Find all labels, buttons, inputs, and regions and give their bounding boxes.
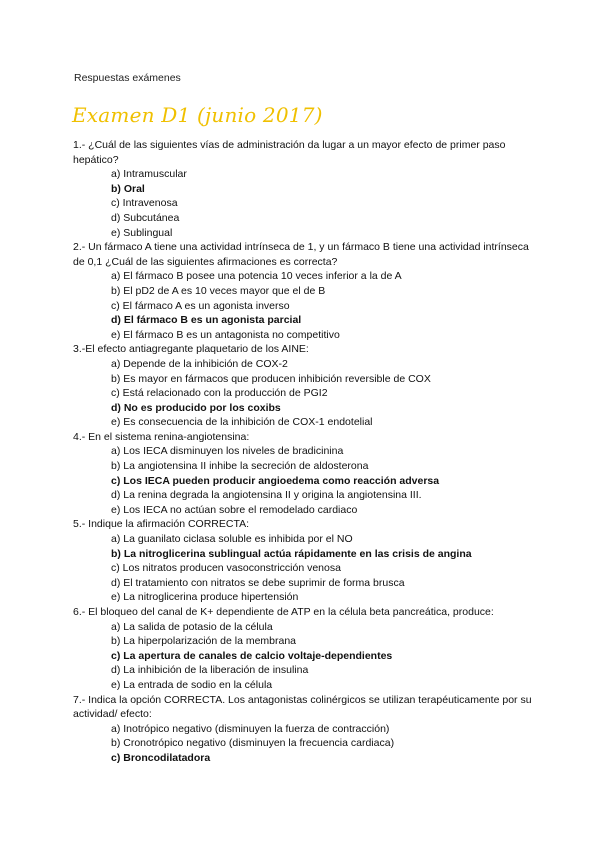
answer-option-correct: b) La nitroglicerina sublingual actúa rápidamente en las crisis de angina bbox=[111, 547, 472, 560]
answer-option: b) La hiperpolarización de la membrana bbox=[111, 635, 297, 648]
answer-option-correct: c) Los IECA pueden producir angioedema como reacción adversa bbox=[111, 474, 440, 487]
answer-options bbox=[73, 167, 543, 240]
question-text: 5.- Indique la afirmación CORRECTA: bbox=[73, 518, 250, 531]
answer-option: d) La inhibición de la liberación de insulina bbox=[111, 664, 309, 677]
answer-options bbox=[73, 269, 543, 342]
answer-option: e) La nitroglicerina produce hipertensión bbox=[111, 591, 299, 604]
answer-option: e) El fármaco B es un antagonista no competitivo bbox=[111, 328, 340, 341]
answer-option: c) El fármaco A es un agonista inverso bbox=[111, 299, 290, 312]
answer-option: a) Depende de la inhibición de COX-2 bbox=[111, 357, 288, 370]
answer-options bbox=[73, 620, 543, 693]
answer-option: c) Está relacionado con la producción de PGI2 bbox=[111, 387, 328, 400]
answer-option: a) El fármaco B posee una potencia 10 veces inferior a la de A bbox=[111, 270, 402, 283]
answer-option-correct: b) Oral bbox=[111, 182, 145, 195]
question-block bbox=[73, 240, 543, 342]
answer-option: e) Los IECA no actúan sobre el remodelado cardiaco bbox=[111, 503, 358, 516]
answer-option: b) Es mayor en fármacos que producen inhibición reversible de COX bbox=[111, 372, 431, 385]
question-block bbox=[73, 517, 543, 605]
answer-option: c) Intravenosa bbox=[111, 197, 178, 210]
answer-option-correct: c) Broncodilatadora bbox=[111, 751, 211, 764]
question-block bbox=[73, 430, 543, 518]
answer-option: b) Cronotrópico negativo (disminuyen la frecuencia cardiaca) bbox=[111, 737, 395, 750]
answer-option: e) Sublingual bbox=[111, 226, 173, 239]
question-block bbox=[73, 605, 543, 693]
question-text: 1.- ¿Cuál de las siguientes vías de administración da lugar a un mayor efecto de primer paso hepático? bbox=[73, 139, 506, 166]
question-text: 6.- El bloqueo del canal de K+ dependiente de ATP en la célula beta pancreática, produce: bbox=[73, 606, 494, 618]
question-text: 3.-El efecto antiagregante plaquetario de los AINE: bbox=[73, 343, 309, 356]
answer-options bbox=[73, 722, 543, 766]
answer-option-correct: d) No es producido por los coxibs bbox=[111, 401, 281, 414]
question-text: 4.- En el sistema renina-angiotensina: bbox=[73, 430, 250, 443]
answer-option: b) El pD2 de A es 10 veces mayor que el de B bbox=[111, 284, 326, 297]
document-header: Respuestas exámenes bbox=[74, 72, 181, 84]
answer-option: d) La renina degrada la angiotensina II y origina la angiotensina III. bbox=[111, 489, 422, 502]
answer-option: a) Intramuscular bbox=[111, 168, 187, 181]
question-block bbox=[73, 138, 543, 240]
answer-option-correct: d) El fármaco B es un agonista parcial bbox=[111, 314, 302, 327]
answer-options bbox=[73, 532, 543, 605]
answer-options bbox=[73, 444, 543, 517]
answer-options bbox=[73, 357, 543, 430]
answer-option: c) Los nitratos producen vasoconstricción venosa bbox=[111, 562, 341, 575]
question-text: 7.- Indica la opción CORRECTA. Los antagonistas colinérgicos se utilizan terapéuticamente por su actividad/ efecto: bbox=[73, 693, 532, 721]
question-block bbox=[73, 693, 543, 766]
answer-option: a) La salida de potasio de la célula bbox=[111, 620, 273, 633]
answer-option: e) Es consecuencia de la inhibición de COX-1 endotelial bbox=[111, 416, 373, 429]
question-block bbox=[73, 342, 543, 430]
answer-option: a) La guanilato ciclasa soluble es inhibida por el NO bbox=[111, 533, 353, 546]
exam-title: Examen D1 (junio 2017) bbox=[72, 103, 323, 127]
answer-option: a) Los IECA disminuyen los niveles de bradicinina bbox=[111, 445, 344, 458]
answer-option: b) La angiotensina II inhibe la secreción de aldosterona bbox=[111, 460, 369, 473]
questions-container bbox=[73, 138, 543, 766]
answer-option-correct: c) La apertura de canales de calcio voltaje-dependientes bbox=[111, 649, 393, 662]
answer-option: a) Inotrópico negativo (disminuyen la fuerza de contracción) bbox=[111, 722, 390, 735]
answer-option: d) El tratamiento con nitratos se debe suprimir de forma brusca bbox=[111, 576, 405, 589]
answer-option: d) Subcutánea bbox=[111, 211, 180, 224]
question-text: 2.- Un fármaco A tiene una actividad intrínseca de 1, y un fármaco B tiene una actividad intrínseca de 0,1 ¿Cuál de las siguientes afirmaciones es correcta? bbox=[73, 241, 529, 268]
answer-option: e) La entrada de sodio en la célula bbox=[111, 678, 273, 691]
